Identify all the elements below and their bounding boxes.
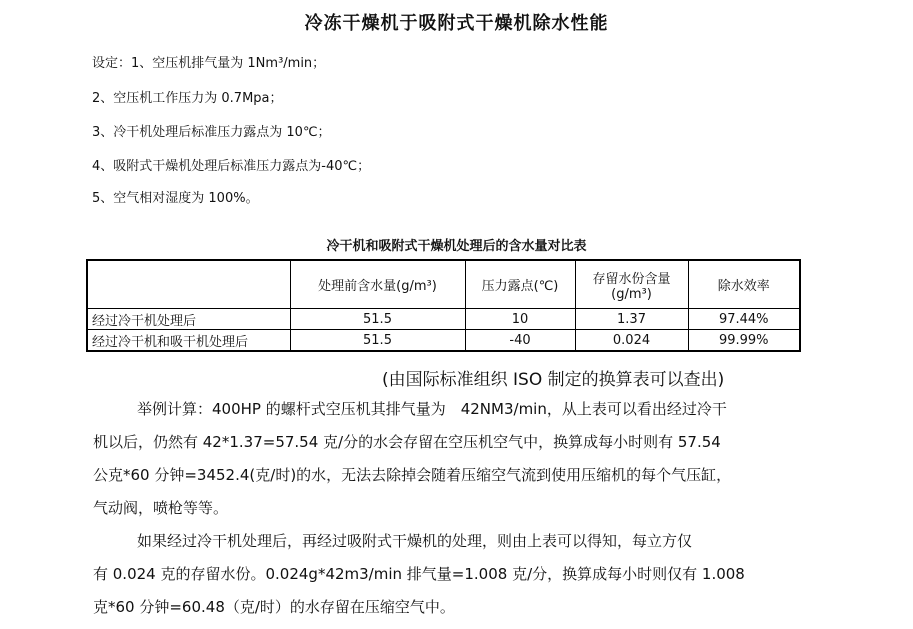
- comparison-table: [86, 259, 801, 352]
- table-cell: 10: [465, 309, 575, 330]
- paragraph-line: 机以后，仍然有 42*1.37=57.54 克/分的水会存留在空压机空气中，换算成每小时则有 57.54: [93, 433, 721, 451]
- conclusion-paragraph: [93, 525, 805, 624]
- example-paragraph: [93, 393, 805, 525]
- paragraph-line: 克*60 分钟=60.48（克/时）的水存留在压缩空气中。: [93, 598, 455, 616]
- setting-line-3: 3、冷干机处理后标准压力露点为 10℃；: [92, 125, 331, 140]
- table-header-cell: 除水效率: [688, 260, 800, 309]
- paragraph-line: 举例计算：400HP 的螺杆式空压机其排气量为 42NM3/min，从上表可以看出经过冷干: [137, 400, 727, 418]
- paragraph-line: 公克*60 分钟=3452.4(克/时)的水，无法去除掉会随着压缩空气流到使用压缩机的每个气压缸，: [93, 466, 732, 484]
- table-cell: 51.5: [290, 309, 465, 330]
- table-cell: 51.5: [290, 330, 465, 352]
- table-title: 冷干机和吸附式干燥机处理后的含水量对比表: [326, 239, 587, 254]
- table-cell: 97.44%: [688, 309, 800, 330]
- paragraph-line: 气动阀，喷枪等等。: [93, 499, 229, 517]
- table-cell: -40: [465, 330, 575, 352]
- setting-line-1: 设定：1、空压机排气量为 1Nm³/min；: [92, 56, 326, 71]
- iso-note: (由国际标准组织 ISO 制定的换算表可以查出): [382, 370, 725, 390]
- setting-line-4: 4、吸附式干燥机处理后标准压力露点为-40℃；: [92, 159, 371, 174]
- table-cell: 0.024: [575, 330, 688, 352]
- paragraph-line: 如果经过冷干机处理后，再经过吸附式干燥机的处理，则由上表可以得知，每立方仅: [137, 532, 693, 550]
- setting-line-2: 2、空压机工作压力为 0.7Mpa；: [92, 91, 283, 106]
- table-cell: 经过冷干机和吸干机处理后: [87, 330, 290, 352]
- paragraph-line: 有 0.024 克的存留水份。0.024g*42m3/min 排气量=1.008 克/分，换算成每小时则仅有 1.008: [93, 565, 745, 583]
- table-cell: 经过冷干机处理后: [87, 309, 290, 330]
- table-cell: 1.37: [575, 309, 688, 330]
- table-row: [87, 309, 800, 330]
- table-row: [87, 330, 800, 352]
- setting-line-5: 5、空气相对湿度为 100%。: [92, 191, 259, 206]
- document-title: 冷冻干燥机于吸附式干燥机除水性能: [304, 13, 609, 34]
- table-header-cell: 处理前含水量(g/m³): [290, 260, 465, 309]
- table-header-row: [87, 260, 800, 309]
- table-header-cell: 压力露点(℃): [465, 260, 575, 309]
- table-header-cell: 存留水份含量(g/m³): [575, 260, 688, 309]
- table-cell: 99.99%: [688, 330, 800, 352]
- table-header-cell: [87, 260, 290, 309]
